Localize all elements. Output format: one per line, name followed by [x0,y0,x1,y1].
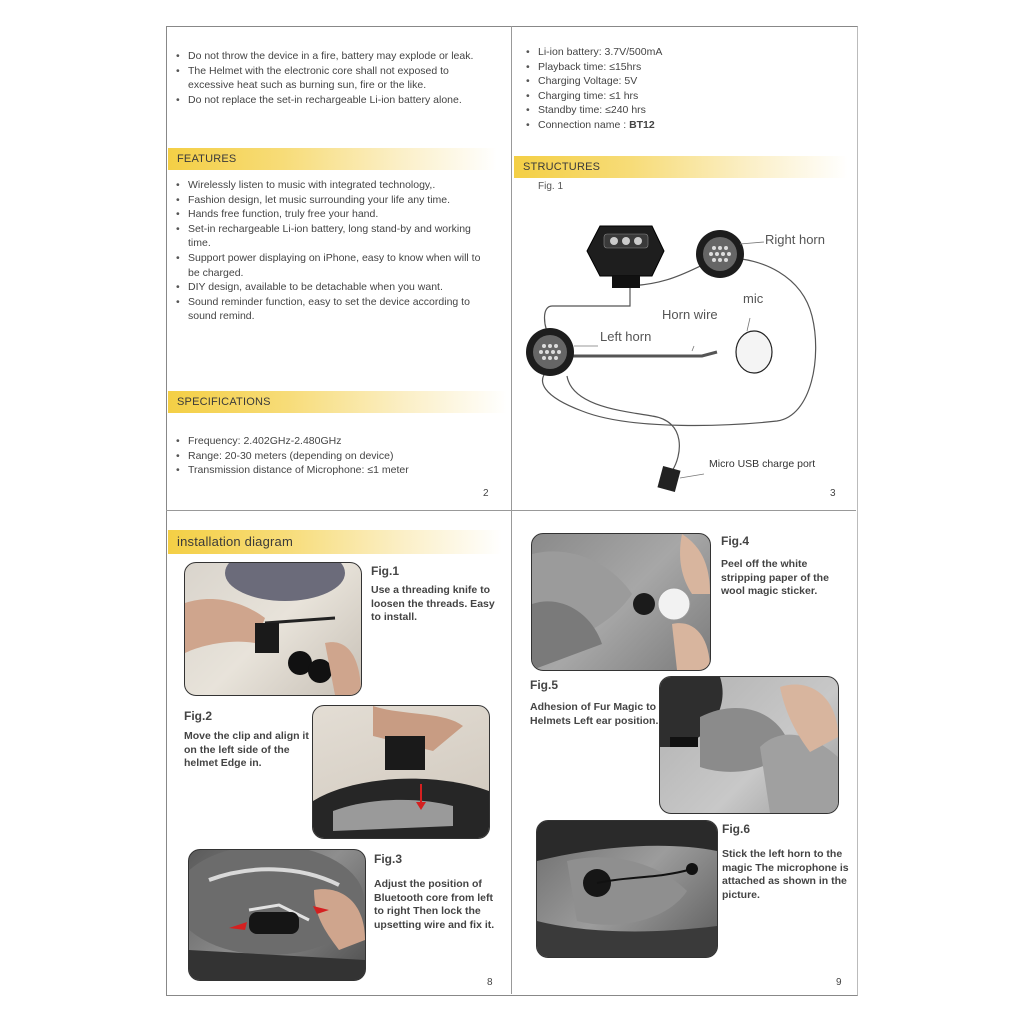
right-horn-cable [543,258,816,425]
structures-heading: STRUCTURES [514,156,848,178]
usb-cable [567,376,679,471]
features-list [176,178,494,324]
bluetooth-core-unit [587,226,664,288]
fig4-text: Peel off the white stripping paper of the wool magic sticker. [721,558,829,597]
spec-item: • Charging Voltage: 5V [526,74,826,89]
fig3-text: Adjust the position of Bluetooth core from left to right Then lock the upsetting wire and fix it. [374,878,495,931]
installation-heading: installation diagram [168,530,502,554]
warning-item: • The Helmet with the electronic core shall not exposed to excessive heat such as burning sun, fire or the like. [176,64,486,93]
fig3-photo [188,849,366,981]
feature-item: • Wirelessly listen to music with integrated technology,. [176,178,494,193]
fig3-illustration [189,850,365,980]
warnings-list [176,49,486,107]
spec-item: • Charging time: ≤1 hrs [526,89,826,104]
right-horn-speaker [696,230,744,278]
mic-foam [736,331,772,373]
fig4-title: Fig.4 [721,534,750,548]
horn-wire-label: Horn wire [662,307,718,322]
page-9 [512,511,856,994]
fig-label: Fig. 1 [538,181,564,192]
right-horn-label: Right horn [765,232,825,247]
fig1-text: Use a threading knife to loosen the threads. Easy to install. [371,584,495,623]
specifications-heading: SPECIFICATIONS [168,391,507,413]
usb-plug [657,466,680,492]
fig2-illustration [313,706,489,838]
fig2-text: Move the clip and align it on the left side of the helmet Edge in. [184,730,309,769]
fig2-photo [312,705,490,839]
connection-label: Connection name : [538,118,627,131]
fig4-illustration [532,534,710,670]
fig3-title: Fig.3 [374,852,403,866]
feature-item: • Set-in rechargeable Li-ion battery, long stand-by and working time. [176,222,494,251]
fig4-photo [531,533,711,671]
horn-wire-cable [572,352,717,356]
specifications-list [176,434,494,478]
connection-name [526,118,826,133]
battery-specs-list [526,45,826,133]
fig6-title: Fig.6 [722,822,751,836]
connection-value: BT12 [629,118,655,131]
fig5-text: Adhesion of Fur Magic to Helmets Left ear position. [530,701,659,727]
page-8 [166,511,511,994]
spec-item: • Frequency: 2.402GHz-2.480GHz [176,434,494,449]
fig6-text: Stick the left horn to the magic The microphone is attached as shown in the picture. [722,848,849,901]
feature-item: • Hands free function, truly free your hand. [176,207,494,222]
feature-item: • Sound reminder function, easy to set the device according to sound remind. [176,295,494,324]
warning-item: • Do not replace the set-in rechargeable Li-ion battery alone. [176,93,486,108]
fig1-title: Fig.1 [371,564,400,578]
page-number: 8 [487,977,493,988]
feature-item: • Fashion design, let music surrounding your life any time. [176,193,494,208]
usb-leader [680,474,704,478]
spec-item: • Standby time: ≤240 hrs [526,103,826,118]
fig5-photo [659,676,839,814]
mic-leader [747,318,750,331]
left-horn-label: Left horn [600,329,652,344]
features-heading: FEATURES [168,148,497,170]
feature-item: • DIY design, available to be detachable when you want. [176,280,494,295]
feature-item: • Support power displaying on iPhone, easy to know when will to be charged. [176,251,494,280]
right-horn-leader [740,242,764,244]
usb-port-label: Micro USB charge port [709,458,816,470]
warning-item: • Do not throw the device in a fire, battery may explode or leak. [176,49,486,64]
fig1-illustration [185,563,361,695]
mic-label: mic [743,291,764,306]
fig6-illustration [537,821,717,957]
horn-wire-leader [692,346,694,351]
page-3 [512,26,856,510]
page-number: 9 [836,977,842,988]
spec-item: • Playback time: ≤15hrs [526,60,826,75]
spec-item: • Range: 20-30 meters (depending on device) [176,449,494,464]
page-number: 2 [483,488,489,499]
page-number: 3 [830,488,836,499]
fig2-title: Fig.2 [184,709,213,723]
fig5-illustration [660,677,838,813]
spec-item: • Li-ion battery: 3.7V/500mA [526,45,826,60]
left-horn-speaker [526,328,574,376]
page-2 [166,26,511,510]
fig5-title: Fig.5 [530,678,559,692]
fig6-photo [536,820,718,958]
fig1-photo [184,562,362,696]
spec-item: • Transmission distance of Microphone: ≤1 meter [176,463,494,478]
